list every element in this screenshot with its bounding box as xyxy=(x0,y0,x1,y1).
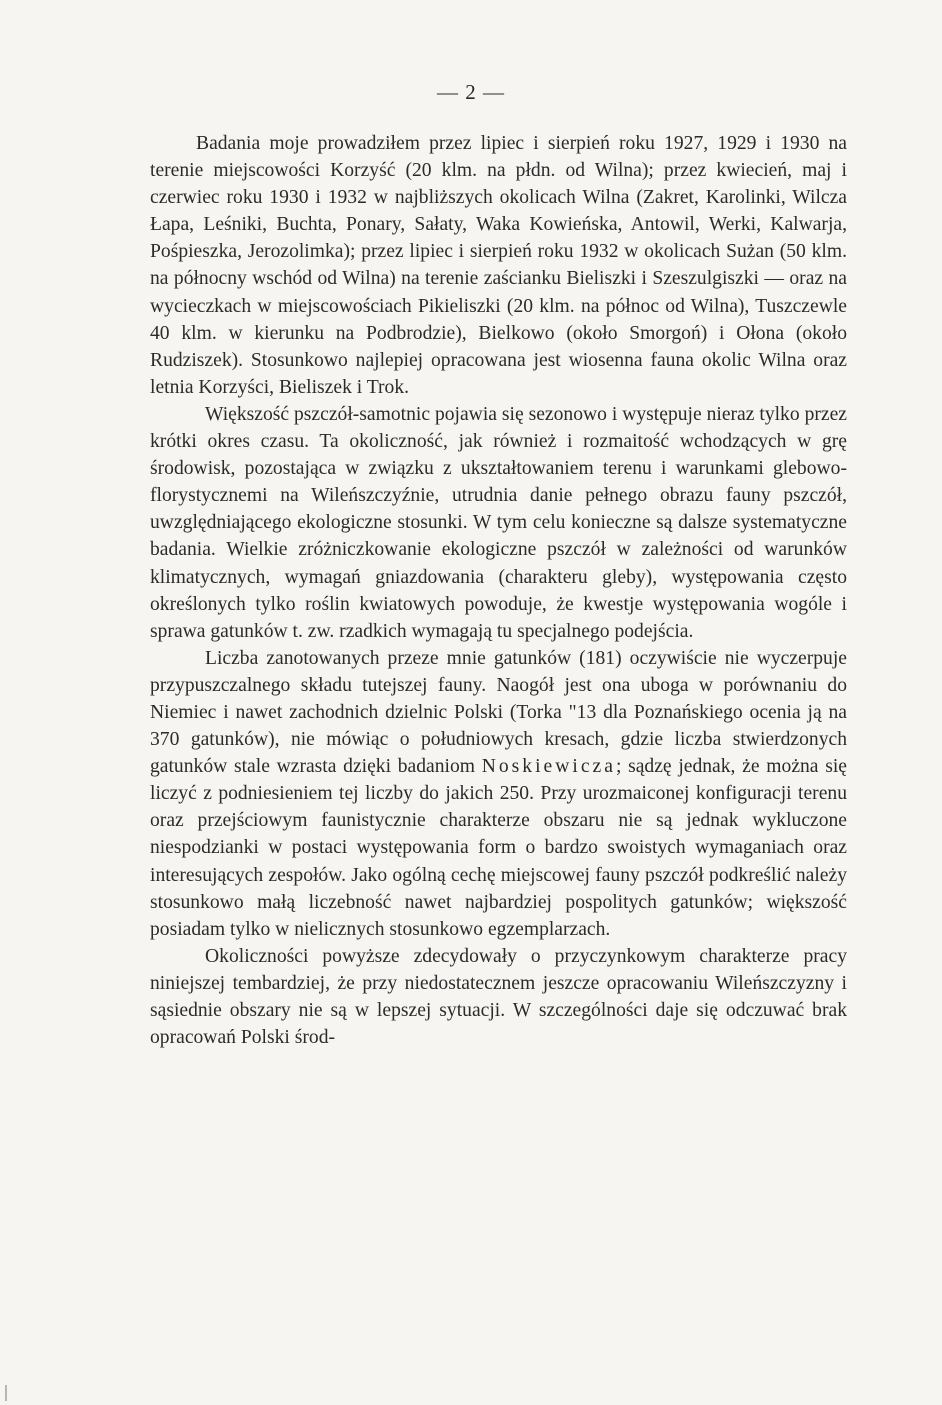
paragraph-2: Większość pszczół-samotnic pojawia się sezonowo i występuje nieraz tylko przez krótki okres czasu. Ta okoliczność, jak również i rozmaitość wchodzących w grę środowisk, pozostająca w związku z ukształtowaniem terenu i warunkami glebowo-florystycznemi na Wileńszczyźnie, utrudnia danie pełnego obrazu fauny pszczół, uwzględniającego ekologiczne stosunki. W tym celu konieczne są dalsze systematyczne badania. Wielkie zróżniczkowanie ekologiczne pszczół w zależności od warunków klimatycznych, wymagań gniazdowania (charakteru gleby), występowania często określonych tylko roślin kwiatowych powoduje, że kwestje występowania wogóle i sprawa gatunków t. zw. rzadkich wymagają tu specjalnego podejścia. xyxy=(150,403,847,642)
paragraph-1: Badania moje prowadziłem przez lipiec i sierpień roku 1927, 1929 i 1930 na terenie miejscowości Korzyść (20 klm. na płdn. od Wilna); przez kwiecień, maj i czerwiec roku 1930 i 1932 w najbliższych okolicach Wilna (Zakret, Karolinki, Wilcza Łapa, Leśniki, Buchta, Ponary, Sałaty, Waka Kowieńska, Antowil, Werki, Kalwarja, Pośpieszka, Jerozolimka); przez lipiec i sierpień roku 1932 w okolicach Sużan (50 klm. na północny wschód od Wilna) na terenie zaścianku Bieliszki i Szeszulgiszki — oraz na wycieczkach w miejscowościach Pikieliszki (20 klm. na północ od Wilna), Tuszczewle 40 klm. w kierunku na Podbrodzie), Bielkowo (około Smorgoń) i Ołona (około Rudziszek). Stosunkowo najlepiej opracowana jest wiosenna fauna okolic Wilna oraz letnia Korzyści, Bieliszek i Trok. xyxy=(150,133,847,398)
author-name-noskiewicza: Noskiewicza xyxy=(481,756,616,778)
paragraph-3-text-before: Liczba zanotowanych przeze mnie gatunków (181) oczywiście nie wyczerpuje przypuszczalnego składu tutejszej fauny. Naogół jest ona uboga w porównaniu do Niemiec i nawet zachodnich dzielnic Polski (Torka "13 dla Poznańskiego ocenia ją na 370 gatunków), nie mówiąc o południowych kresach, gdzie liczba stwierdzonych gatunków stale wzrasta dzięki badaniom xyxy=(150,647,847,778)
scan-edge-mark xyxy=(5,1385,7,1401)
body-text xyxy=(150,130,847,1051)
paragraph-4: Okoliczności powyższe zdecydowały o przyczynkowym charakterze pracy niniejszej tembardziej, że przy niedostatecznem jeszcze opracowaniu Wileńszczyzny i sąsiednie obszary nie są w lepszej sytuacji. W szczególności daje się odczuwać brak opracowań Polski środ- xyxy=(150,945,847,1049)
page-number: — 2 — xyxy=(437,80,505,104)
paragraph-3-text-after: ; sądzę jednak, że można się liczyć z podniesieniem tej liczby do jakich 250. Przy urozmaiconej konfiguracji terenu oraz przejściowym faunistycznie charakterze obszaru nie są jednak wykluczone niespodzianki w postaci występowania form o bardzo swoistych wymaganiach oraz interesujących zespołów. Jako ogólną cechę miejscowej fauny pszczół podkreślić należy stosunkowo małą liczebność nawet najbardziej pospolitych gatunków; większość posiadam tylko w nielicznych stosunkowo egzemplarzach. xyxy=(150,756,847,940)
paragraph-3 xyxy=(150,645,847,943)
